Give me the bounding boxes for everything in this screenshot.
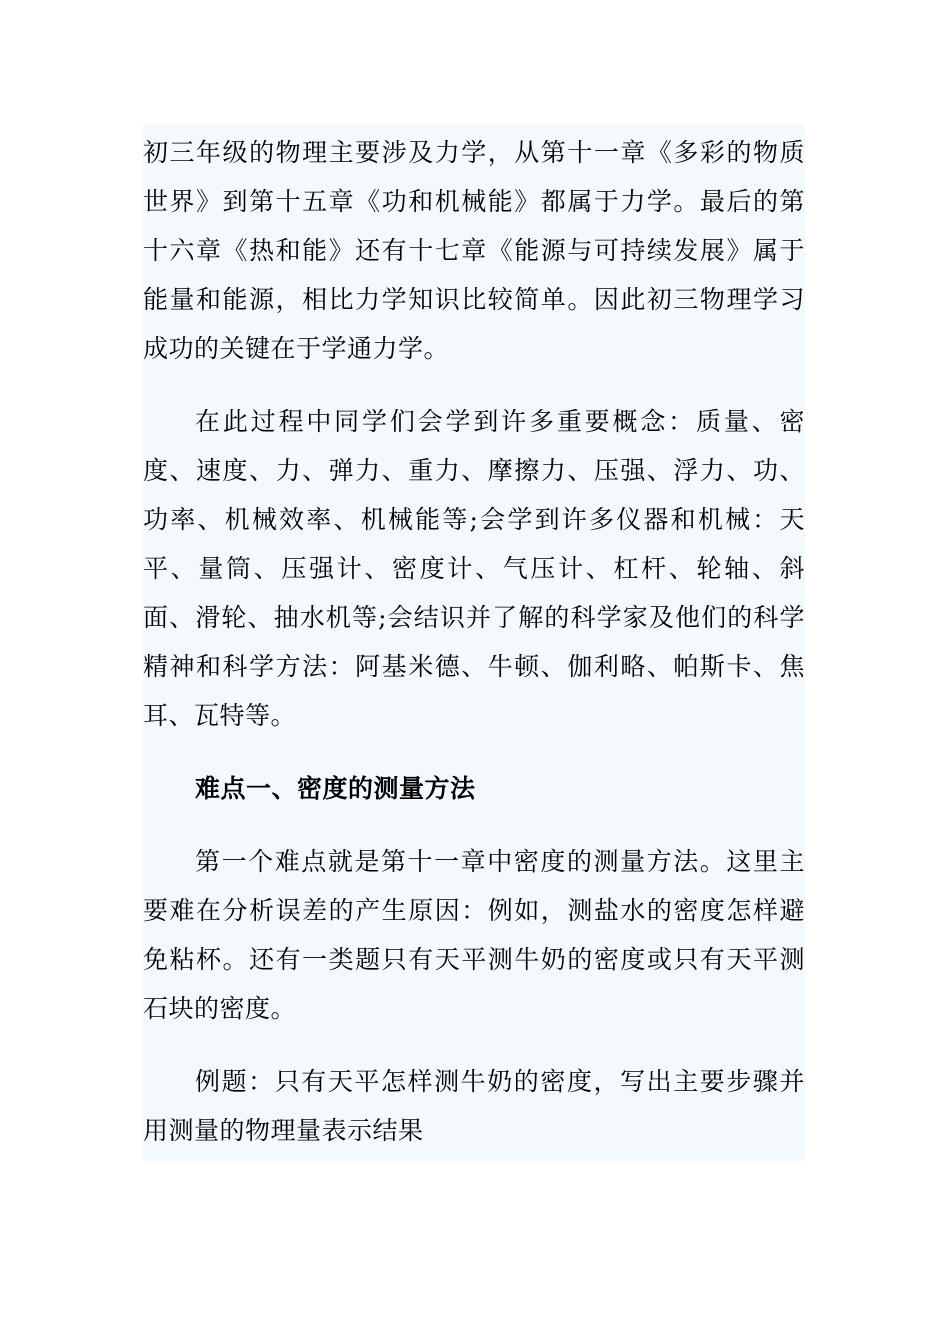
section-heading-difficulty-one: 难点一、密度的测量方法	[195, 774, 476, 803]
paragraph-intro: 初三年级的物理主要涉及力学，从第十一章《多彩的物质世界》到第十五章《功和机械能》都属于力学。最后的第十六章《热和能》还有十七章《能源与可持续发展》属于能量和能源，相比力学知识比较简单。因此初三物理学习成功的关键在于学通力学。	[143, 138, 805, 363]
paragraph-density-measurement: 第一个难点就是第十一章中密度的测量方法。这里主要难在分析误差的产生原因：例如，测盐水的密度怎样避免粘杯。还有一类题只有天平测牛奶的密度或只有天平测石块的密度。	[143, 847, 805, 1023]
paragraph-concepts: 在此过程中同学们会学到许多重要概念：质量、密度、速度、力、弹力、重力、摩擦力、压强、浮力、功、功率、机械效率、机械能等;会学到许多仪器和机械：天平、量筒、压强计、密度计、气压计、杠杆、轮轴、斜面、滑轮、抽水机等;会结识并了解的科学家及他们的科学精神和科学方法：阿基米德、牛顿、伽利略、帕斯卡、焦耳、瓦特等。	[143, 407, 805, 730]
paragraph-example: 例题：只有天平怎样测牛奶的密度，写出主要步骤并用测量的物理量表示结果	[143, 1067, 805, 1145]
document-body	[143, 124, 805, 1161]
